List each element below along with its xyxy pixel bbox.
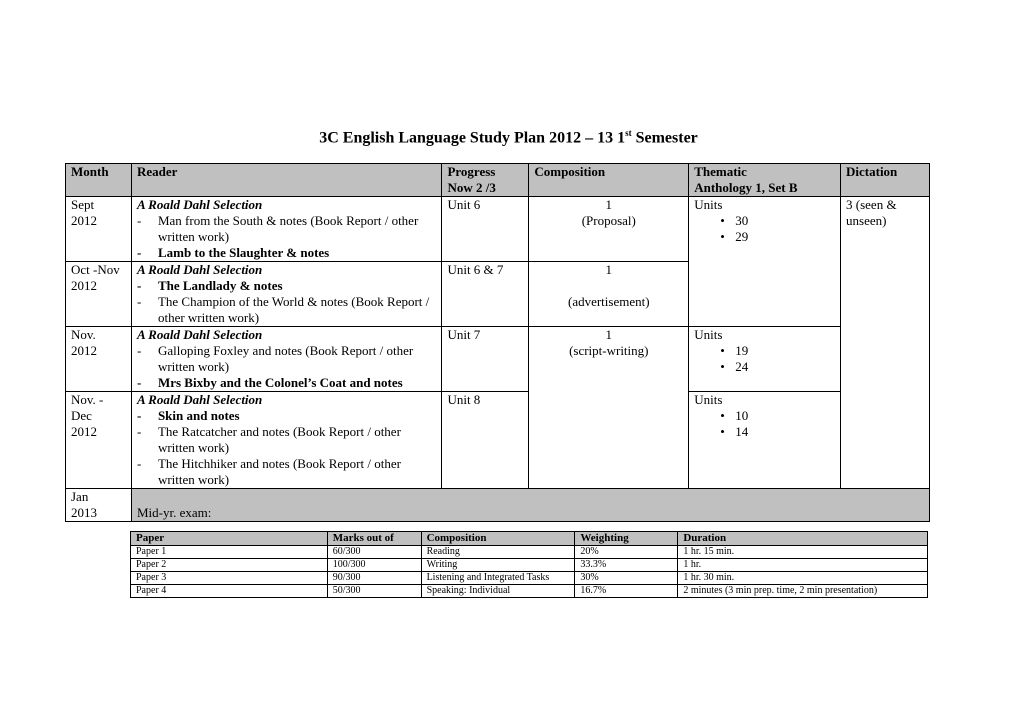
exam-cell: 30% (575, 572, 678, 585)
exam-cell: 60/300 (327, 546, 421, 559)
reader-cell (131, 197, 441, 262)
dictation-cell: 3 (seen & unseen) (841, 197, 930, 489)
reader-title: A Roald Dahl Selection (136, 327, 263, 342)
exam-cell: Paper 2 (131, 559, 328, 572)
exam-cell: 20% (575, 546, 678, 559)
thematic-unit: • 10 (694, 408, 835, 424)
table-row (66, 197, 930, 262)
table-row (66, 489, 930, 522)
exam-cell: 33.3% (575, 559, 678, 572)
thematic-unit: • 19 (694, 343, 835, 359)
reader-item: - The Ratcatcher and notes (Book Report / other written work) (137, 424, 436, 456)
thematic-unit: • 30 (694, 213, 835, 229)
composition-cell: 1 (script-writing) (529, 327, 689, 489)
exam-cell: Reading (421, 546, 575, 559)
thematic-unit: • 24 (694, 359, 835, 375)
thematic-label: Units (694, 197, 723, 212)
exam-header-marks: Marks out of (327, 532, 421, 546)
exam-row (131, 546, 928, 559)
exam-header-paper: Paper (131, 532, 328, 546)
header-thematic: Thematic Anthology 1, Set B (689, 164, 841, 197)
thematic-unit: • 14 (694, 424, 835, 440)
month-cell: Sept 2012 (66, 197, 132, 262)
exam-cell: Paper 3 (131, 572, 328, 585)
exam-header-duration: Duration (678, 532, 928, 546)
exam-cell: Paper 4 (131, 585, 328, 598)
thematic-label: Units (694, 392, 723, 407)
reader-item: - Mrs Bixby and the Colonel’s Coat and notes (137, 375, 436, 391)
reader-item: - The Hitchhiker and notes (Book Report / other written work) (137, 456, 436, 488)
exam-row (131, 559, 928, 572)
mid-year-exam-cell: Mid-yr. exam: (131, 489, 929, 522)
exam-table (130, 531, 928, 598)
reader-cell (131, 327, 441, 392)
progress-cell: Unit 6 & 7 (442, 262, 529, 327)
month-cell: Nov. - Dec 2012 (66, 392, 132, 489)
progress-cell: Unit 8 (442, 392, 529, 489)
reader-item: - Man from the South & notes (Book Report / other written work) (137, 213, 436, 245)
page-title: 3C English Language Study Plan 2012 – 13 1st Semester (319, 128, 698, 147)
exam-header-composition: Composition (421, 532, 575, 546)
exam-cell: 100/300 (327, 559, 421, 572)
reader-item: - The Landlady & notes (137, 278, 436, 294)
header-progress: Progress Now 2 /3 (442, 164, 529, 197)
header-month: Month (66, 164, 132, 197)
thematic-cell (689, 327, 841, 392)
reader-item: - Lamb to the Slaughter & notes (137, 245, 436, 261)
reader-cell (131, 262, 441, 327)
table-row (66, 327, 930, 392)
month-cell: Jan 2013 (66, 489, 132, 522)
progress-cell: Unit 6 (442, 197, 529, 262)
exam-cell: Paper 1 (131, 546, 328, 559)
reader-title: A Roald Dahl Selection (136, 262, 263, 277)
progress-cell: Unit 7 (442, 327, 529, 392)
exam-cell: Writing (421, 559, 575, 572)
reader-cell (131, 392, 441, 489)
exam-header-weighting: Weighting (575, 532, 678, 546)
exam-row (131, 585, 928, 598)
reader-item: - Galloping Foxley and notes (Book Report / other written work) (137, 343, 436, 375)
exam-cell: 16.7% (575, 585, 678, 598)
exam-cell: 90/300 (327, 572, 421, 585)
table-header-row (66, 164, 930, 197)
exam-cell: 50/300 (327, 585, 421, 598)
table-row (66, 392, 930, 489)
reader-title: A Roald Dahl Selection (136, 197, 263, 212)
header-dictation: Dictation (841, 164, 930, 197)
exam-cell: Speaking: Individual (421, 585, 575, 598)
exam-cell: 1 hr. 15 min. (678, 546, 928, 559)
thematic-cell (689, 392, 841, 489)
exam-cell: 1 hr. 30 min. (678, 572, 928, 585)
composition-cell: 1 (Proposal) (529, 197, 689, 262)
reader-title: A Roald Dahl Selection (136, 392, 263, 407)
exam-cell: 1 hr. (678, 559, 928, 572)
thematic-label: Units (694, 327, 723, 342)
reader-item: - The Champion of the World & notes (Book Report / other written work) (137, 294, 436, 326)
month-cell: Nov. 2012 (66, 327, 132, 392)
exam-row (131, 572, 928, 585)
reader-item: - Skin and notes (137, 408, 436, 424)
thematic-cell (689, 197, 841, 327)
exam-cell: 2 minutes (3 min prep. time, 2 min presentation) (678, 585, 928, 598)
header-reader: Reader (131, 164, 441, 197)
composition-cell: 1 (advertisement) (529, 262, 689, 327)
header-composition: Composition (529, 164, 689, 197)
exam-cell: Listening and Integrated Tasks (421, 572, 575, 585)
month-cell: Oct -Nov 2012 (66, 262, 132, 327)
thematic-unit: • 29 (694, 229, 835, 245)
study-plan-table (65, 163, 930, 522)
exam-header-row (131, 532, 928, 546)
